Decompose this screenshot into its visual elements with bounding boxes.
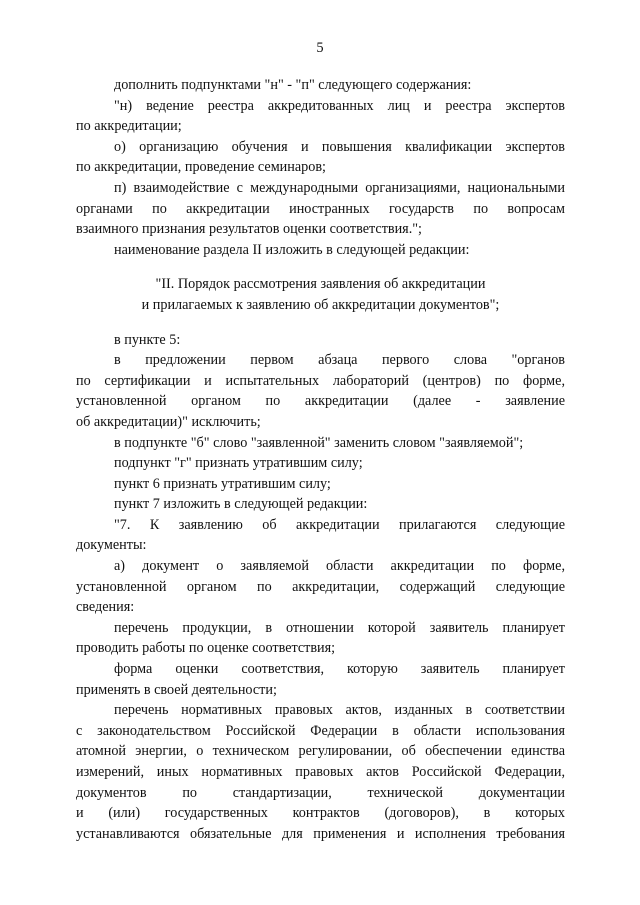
text-line: перечень нормативных правовых актов, изданных в соответствии [114, 702, 565, 719]
page-number: 5 [316, 40, 324, 56]
section-heading-line: и прилагаемых к заявлению об аккредитации документов"; [141, 296, 500, 313]
document-body [76, 75, 565, 844]
text-line: "н) ведение реестра аккредитованных лиц и реестра экспертов [114, 97, 565, 114]
text-line: пункт 6 признать утратившим силу; [114, 475, 331, 492]
text-line: перечень продукции, в отношении которой заявитель планирует [114, 619, 565, 636]
text-line: по аккредитации; [76, 118, 182, 135]
text-line: документы: [76, 537, 147, 554]
text-line: атомной энергии, о техническом регулировании, об обеспечении единства [76, 743, 565, 760]
text-line: органами по аккредитации иностранных государств по вопросам [76, 200, 565, 217]
text-line: сведения: [76, 599, 135, 616]
text-line: подпункт "г" признать утратившим силу; [114, 455, 363, 472]
text-line: по аккредитации, проведение семинаров; [76, 159, 326, 176]
text-line: в подпункте "б" слово "заявленной" заменить словом "заявляемой"; [114, 434, 524, 451]
section-heading-line: "II. Порядок рассмотрения заявления об аккредитации [155, 276, 486, 293]
text-line: по сертификации и испытательных лабораторий (центров) по форме, [76, 372, 565, 389]
text-line: и (или) государственных контрактов (договоров), в которых [76, 805, 565, 822]
text-line: проводить работы по оценке соответствия; [76, 640, 336, 657]
text-line: установленной органом по аккредитации, содержащий следующие [76, 578, 565, 595]
text-line: наименование раздела II изложить в следующей редакции: [114, 241, 470, 258]
text-line: в пункте 5: [114, 331, 181, 348]
text-line: взаимного признания результатов оценки соответствия."; [76, 221, 422, 238]
text-line: о) организацию обучения и повышения квалификации экспертов [114, 138, 565, 155]
text-line: установленной органом по аккредитации (далее - заявление [76, 393, 565, 410]
text-line: применять в своей деятельности; [76, 681, 277, 698]
text-line: с законодательством Российской Федерации в области использования [76, 722, 565, 739]
text-line: устанавливаются обязательные для применения и исполнения требования [76, 825, 565, 842]
text-line: документов по стандартизации, технической документации [76, 784, 565, 801]
text-line: пункт 7 изложить в следующей редакции: [114, 496, 368, 513]
text-line: об аккредитации)" исключить; [76, 413, 261, 430]
text-line: форма оценки соответствия, которую заявитель планирует [114, 661, 565, 678]
text-line: п) взаимодействие с международными организациями, национальными [114, 179, 565, 196]
text-line: измерений, иных нормативных правовых актов Российской Федерации, [76, 764, 565, 780]
text-line: а) документ о заявляемой области аккредитации по форме, [114, 558, 565, 575]
text-line: дополнить подпунктами "н" - "п" следующего содержания: [114, 77, 472, 93]
text-line: в предложении первом абзаца первого слова "органов [114, 352, 565, 369]
text-line: "7. К заявлению об аккредитации прилагаются следующие [114, 516, 565, 533]
